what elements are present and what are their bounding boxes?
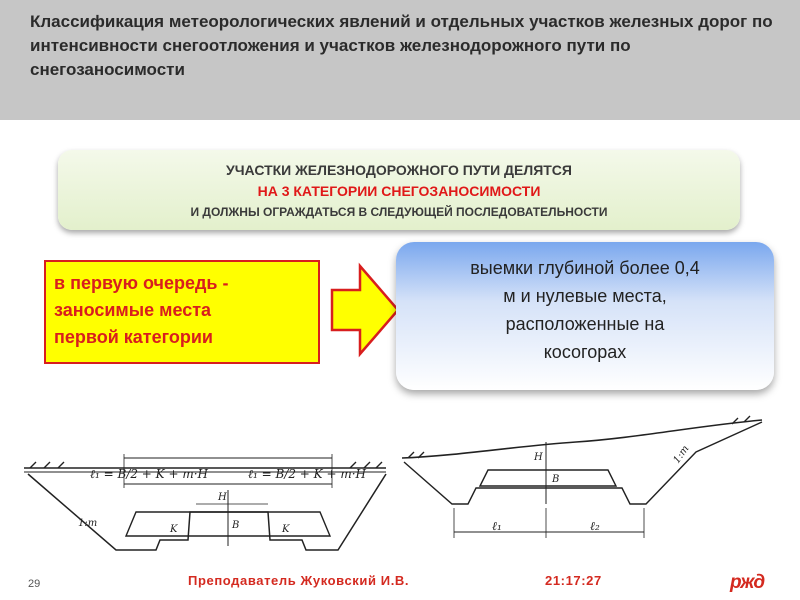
callout-line-2: заносимые места <box>54 300 212 320</box>
formula-right: ℓ₁ = B/2 + K + m·H <box>248 467 366 481</box>
slope-label-right: 1:m <box>671 443 692 466</box>
right-arrow-icon <box>330 260 402 360</box>
callout-line-3: первой категории <box>54 327 213 347</box>
formula-left: ℓ₁ = B/2 + K + m·H <box>90 467 208 481</box>
banner-line-2: НА 3 КАТЕГОРИИ СНЕГОЗАНОСИМОСТИ <box>257 183 541 199</box>
svg-text:ржд: ржд <box>730 572 765 593</box>
callout-text <box>54 270 228 351</box>
b-label: B <box>232 520 240 531</box>
category-banner <box>58 150 740 230</box>
l1-label: ℓ₁ <box>492 519 502 533</box>
banner-line-3: И ДОЛЖНЫ ОГРАЖДАТЬСЯ В СЛЕДУЮЩЕЙ ПОСЛЕДОВАТЕЛЬНОСТИ <box>190 205 608 219</box>
slope-label: 1:m <box>78 518 98 529</box>
hillside-cross-section-drawing <box>396 412 768 562</box>
rzd-logo-icon <box>728 568 776 594</box>
slide-title: Классификация метеорологических явлений и отдельных участков железных дорог по интенсивности снегоотложения и участков железнодорожного пути по снегозаносимости <box>30 12 773 79</box>
h-label: H <box>218 492 227 503</box>
bubble-line-4: косогорах <box>543 342 627 362</box>
presenter-name: Преподаватель Жуковский И.В. <box>188 573 410 588</box>
banner-line-1: УЧАСТКИ ЖЕЛЕЗНОДОРОЖНОГО ПУТИ ДЕЛЯТСЯ <box>226 162 572 178</box>
bubble-line-2: м и нулевые места, <box>503 286 667 306</box>
bubble-line-3: расположенные на <box>505 314 665 334</box>
priority-callout <box>44 260 320 364</box>
l2-label: ℓ₂ <box>590 519 600 533</box>
header-bar <box>0 0 800 120</box>
b-label-right: B <box>552 474 560 485</box>
k-label-left: K <box>170 524 178 535</box>
cut-cross-section-drawing <box>20 440 390 565</box>
definition-bubble <box>396 242 774 390</box>
page-number: 29 <box>28 578 41 590</box>
callout-line-1: в первую очередь - <box>54 273 229 293</box>
h-label-right: H <box>534 452 543 463</box>
k-label-right: K <box>282 524 290 535</box>
slide-time: 21:17:27 <box>545 573 602 588</box>
bubble-line-1: выемки глубиной более 0,4 <box>470 258 700 278</box>
